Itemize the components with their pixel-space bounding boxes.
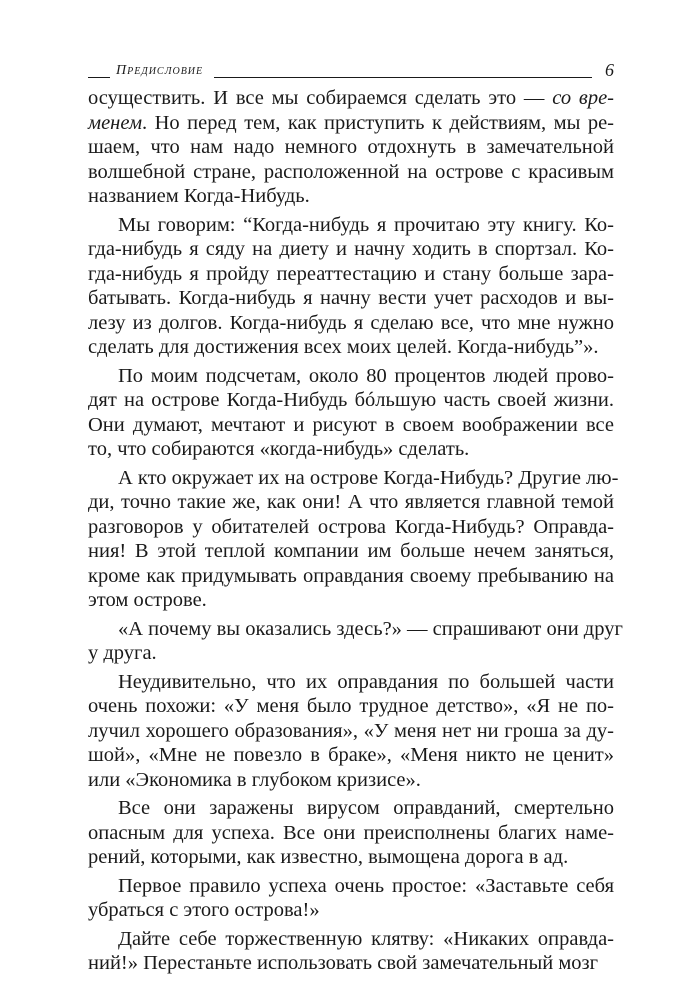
paragraph: [88, 927, 614, 976]
paragraph: [88, 466, 619, 613]
text-segment: или «Экономика в глубоком кризисе».: [88, 768, 421, 791]
text-segment: По моим подсчетам, около 80 процентов людей прово-: [118, 364, 614, 387]
text-segment: шой», «Мне не повезло в браке», «Меня никто не ценит»: [88, 744, 614, 766]
text-line: [88, 111, 614, 136]
text-segment: лезу из долгов. Когда-нибудь я сделаю все, что мне нужно: [88, 311, 614, 334]
text-line: [88, 768, 614, 793]
text-line: [88, 670, 614, 695]
text-line: [88, 641, 614, 666]
text-line: [88, 874, 614, 899]
text-line: [88, 286, 614, 311]
text-line: [88, 845, 614, 870]
text-line: [88, 539, 614, 564]
text-segment: Дайте себе торжественную клятву: «Никаких оправда-: [118, 927, 614, 950]
text-segment: гда-нибудь я сяду на диету и начну ходить в спортзал. Ко-: [88, 238, 614, 260]
text-line: [88, 135, 614, 160]
text-line: [88, 262, 614, 287]
text-segment: у друга.: [88, 642, 157, 664]
text-segment: Они думают, мечтают и рисуют в своем воображении все: [88, 413, 614, 436]
text-segment: ди, точно такие же, как они! А что является главной темой: [88, 491, 614, 513]
text-line: [88, 184, 614, 209]
text-line: [88, 311, 614, 336]
paragraph: [88, 364, 614, 462]
text-segment: Первое правило успеха очень простое: «Заставьте себя: [118, 874, 614, 897]
text-line: [88, 413, 614, 438]
text-segment: батывать. Когда-нибудь я начну вести учет расходов и вы-: [88, 287, 614, 309]
text-line: [88, 437, 614, 462]
text-segment: ний!» Перестаньте использовать свой замечательный мозг: [88, 952, 599, 974]
text-segment: названием Когда-Нибудь.: [88, 185, 310, 207]
text-segment: волшебной стране, расположенной на острове с красивым: [88, 160, 614, 183]
text-segment: . Но перед тем, как приступить к действиям, мы ре-: [142, 111, 614, 134]
text-line: [88, 694, 614, 719]
text-line: [88, 515, 614, 540]
text-segment: лучил хорошего образования», «У меня нет ни гроша за ду-: [88, 719, 614, 742]
text-segment: шаем, что нам надо немного отдохнуть в замечательной: [88, 136, 614, 158]
text-segment: гда-нибудь я пройду переаттестацию и стану больше зара-: [88, 262, 614, 285]
italic-text: со вре-: [552, 87, 614, 109]
text-segment: этом острове.: [88, 589, 207, 611]
paragraph: [88, 796, 614, 870]
text-segment: кроме как придумывать оправдания своему пребыванию на: [88, 564, 614, 587]
text-segment: то, что собираются «когда-нибудь» сделать.: [88, 438, 470, 460]
text-line: [88, 617, 623, 642]
text-line: [88, 951, 614, 976]
section-title: Предисловие: [116, 63, 204, 78]
text-line: [88, 743, 614, 768]
text-segment: ния! В этой теплой компании им больше нечем заняться,: [88, 540, 614, 562]
text-line: [88, 564, 614, 589]
text-segment: А кто окружает их на острове Когда-Нибудь? Другие лю-: [118, 466, 619, 489]
header-rule: [214, 77, 592, 78]
paragraph: [88, 213, 614, 360]
text-segment: сделать для достижения всех моих целей. Когда-нибудь”».: [88, 336, 599, 358]
text-segment: очень похожи: «У меня было трудное детство», «Я не по-: [88, 695, 614, 717]
paragraph: [88, 670, 614, 793]
text-line: [88, 796, 614, 821]
text-line: [88, 898, 614, 923]
page-number: 6: [605, 60, 614, 80]
text-line: [88, 927, 614, 952]
paragraph: [88, 617, 623, 666]
text-segment: «А почему вы оказались здесь?» — спрашивают они друг: [118, 617, 623, 640]
text-line: [88, 490, 614, 515]
text-line: [88, 719, 614, 744]
text-segment: опасным для успеха. Все они преисполнены благих наме-: [88, 821, 614, 844]
text-segment: разговоров у обитателей острова Когда-Нибудь? Оправда-: [88, 515, 614, 538]
paragraph: [88, 874, 614, 923]
text-segment: убраться с этого острова!»: [88, 899, 320, 921]
text-segment: рений, которыми, как известно, вымощена дорога в ад.: [88, 846, 569, 868]
text-segment: Все они заражены вирусом оправданий, смертельно: [118, 797, 614, 819]
text-line: [88, 86, 614, 111]
text-line: [88, 364, 614, 389]
text-line: [88, 335, 614, 360]
text-line: [88, 388, 614, 413]
text-line: [88, 821, 614, 846]
body-text: [88, 86, 623, 976]
italic-text: менем: [88, 111, 143, 134]
running-header: [88, 60, 614, 82]
text-segment: Мы говорим: “Когда-нибудь я прочитаю эту книгу. Ко-: [118, 213, 614, 236]
text-line: [88, 160, 614, 185]
text-segment: дят на острове Когда-Нибудь бóльшую часть своей жизни.: [88, 389, 614, 411]
text-segment: осуществить. И все мы собираемся сделать это —: [88, 87, 553, 109]
text-line: [88, 237, 614, 262]
text-line: [88, 466, 619, 491]
text-line: [88, 588, 614, 613]
text-segment: Неудивительно, что их оправдания по большей части: [118, 670, 614, 693]
text-line: [88, 213, 614, 238]
header-short-rule: [88, 77, 110, 78]
paragraph: [88, 86, 614, 209]
